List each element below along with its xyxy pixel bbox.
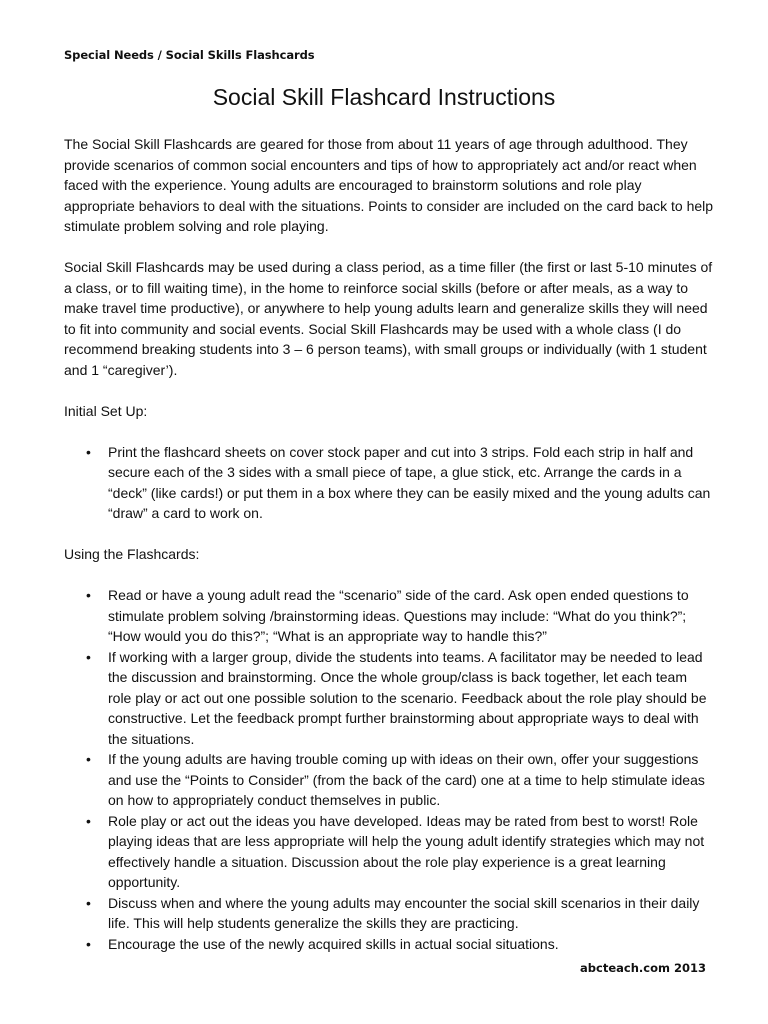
setup-heading: Initial Set Up:	[64, 402, 148, 419]
page-header: Special Needs / Social Skills Flashcards	[64, 48, 315, 62]
using-list	[64, 585, 714, 954]
page-footer: abcteach.com 2013	[580, 961, 706, 975]
intro-paragraph: The Social Skill Flashcards are geared for those from about 11 years of age through adulthood. They provide scenarios of common social encounters and tips of how to appropriately act and/or react when faced with the experience. Young adults are encouraged to brainstorm solutions and role play appropriate behaviors to deal with the situations. Points to consider are included on the card back to help stimulate problem solving and role playing.	[64, 136, 714, 234]
using-list-item: • Read or have a young adult read the “scenario” side of the card. Ask open ended questions to stimulate problem solving /brainstorming ideas. Questions may include: “What do you think?”; “How would you do this?”; “What is an appropriate way to handle this?”	[108, 585, 714, 647]
usage-paragraph: Social Skill Flashcards may be used during a class period, as a time filler (the first or last 5-10 minutes of a class, or to fill waiting time), in the home to reinforce social skills (before or after meals, as a way to make travel time productive), or anywhere to help young adults learn and generalize skills they will need to fit into community and social events. Social Skill Flashcards may be used with a whole class (I do recommend breaking students into 3 – 6 person teams), with small groups or individually (with 1 student and 1 “caregiver’).	[64, 259, 713, 378]
using-list-item: • Role play or act out the ideas you have developed. Ideas may be rated from best to worst! Role playing ideas that are less appropriate will help the young adult identify strategies which may not effectively handle a situation. Discussion about the role play experience is a great learning opportunity.	[108, 811, 714, 893]
using-list-item: • If working with a larger group, divide the students into teams. A facilitator may be needed to lead the discussion and brainstorming. Once the whole group/class is back together, let each team role play or act out one possible solution to the scenario. Feedback about the role play should be constructive. Let the feedback prompt further brainstorming about appropriate ways to deal with the situations.	[108, 647, 714, 750]
using-heading: Using the Flashcards:	[64, 546, 200, 562]
using-list-item: • If the young adults are having trouble coming up with ideas on their own, offer your suggestions and use the “Points to Consider” (from the back of the card) one at a time to help stimulate ideas on how to appropriately conduct themselves in public.	[108, 749, 714, 811]
using-list-item: • Discuss when and where the young adults may encounter the social skill scenarios in their daily life. This will help students generalize the skills they are practicing.	[108, 893, 714, 934]
setup-list	[64, 442, 714, 524]
setup-list-item: • Print the flashcard sheets on cover stock paper and cut into 3 strips. Fold each strip in half and secure each of the 3 sides with a small piece of tape, a glue stick, etc. Arrange the cards in a “deck” (like cards!) or put them in a box where they can be easily mixed and the young adults can “draw” a card to work on.	[108, 442, 714, 524]
page-title: Social Skill Flashcard Instructions	[212, 84, 556, 110]
using-list-item: • Encourage the use of the newly acquired skills in actual social situations.	[108, 934, 714, 955]
document-body	[64, 134, 714, 975]
